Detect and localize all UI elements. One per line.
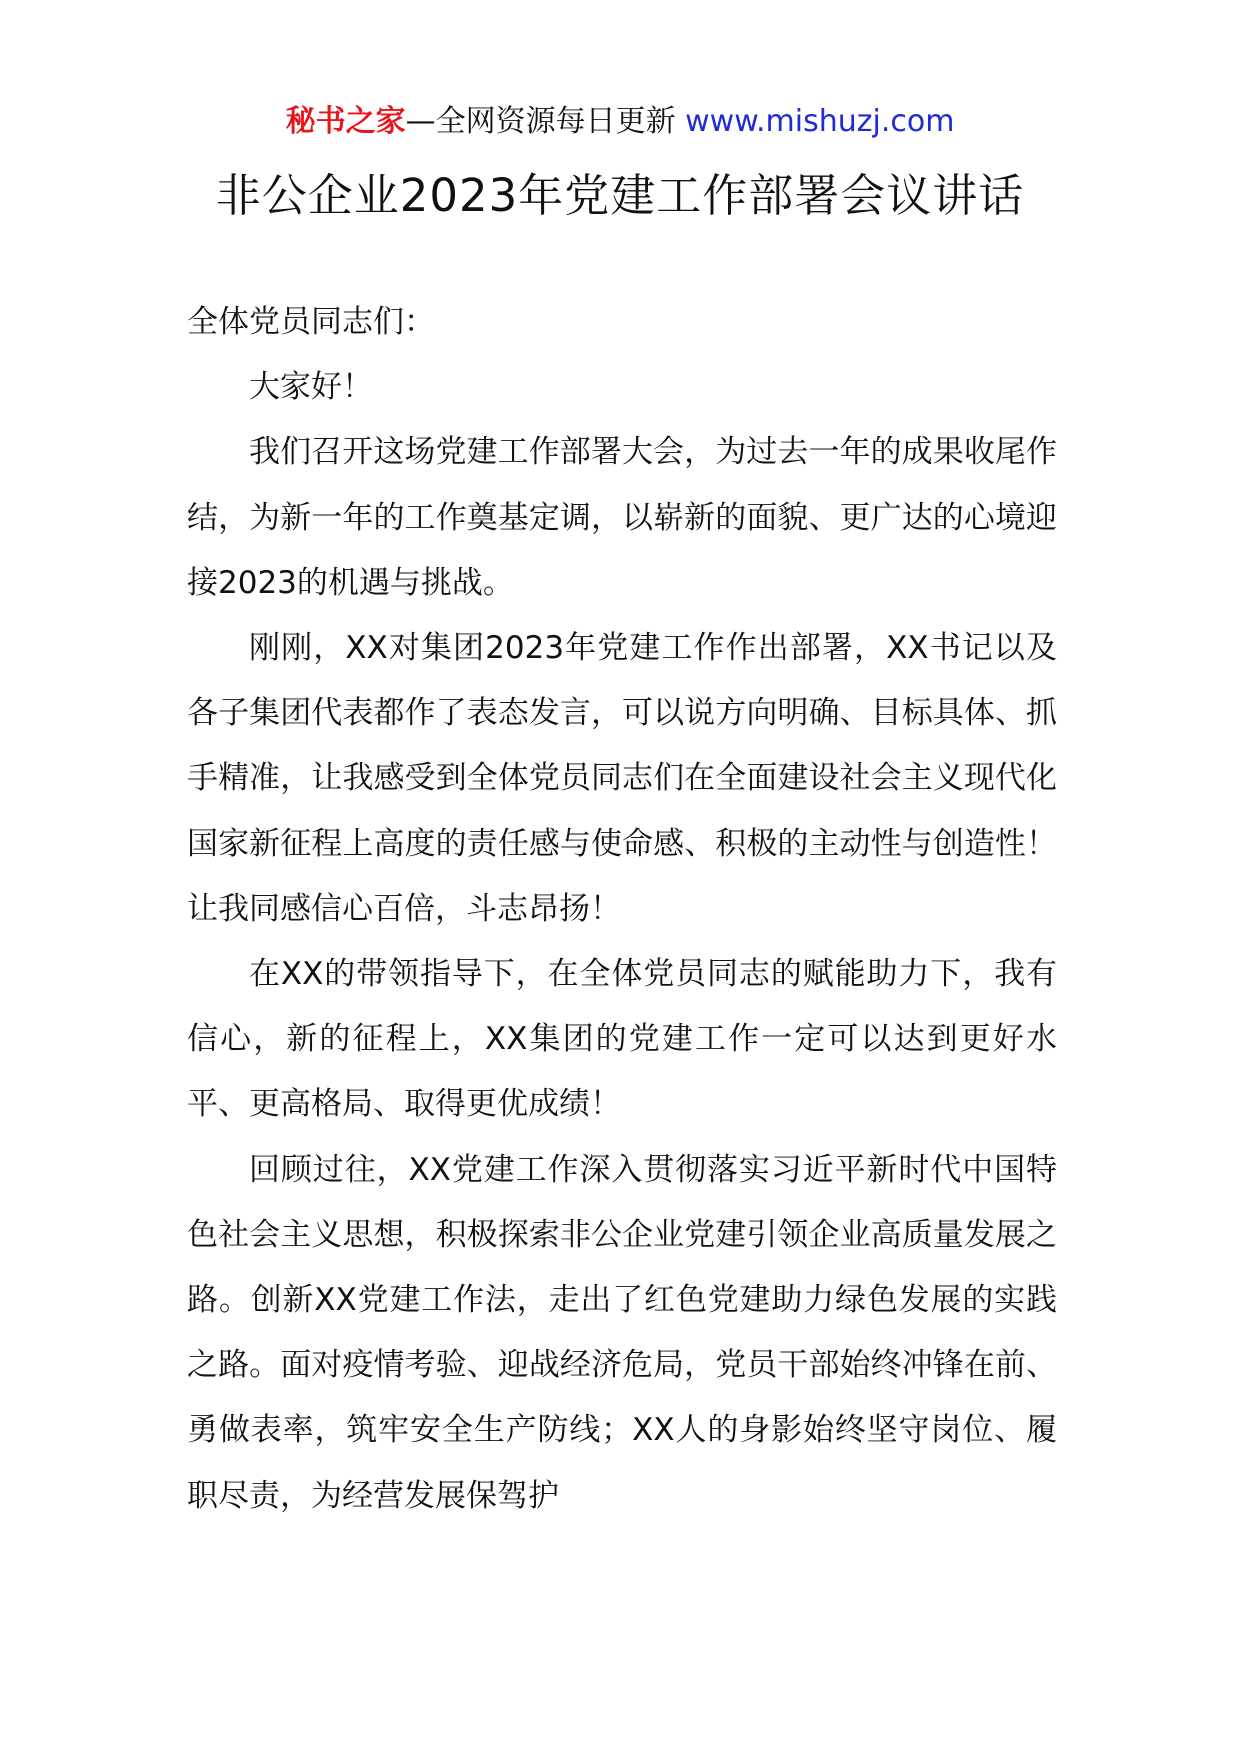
brand-name: 秘书之家 [285, 104, 406, 139]
paragraph-review: 回顾过往，XX党建工作深入贯彻落实习近平新时代中国特色社会主义思想，积极探索非公企业党建引领企业高质量发展之路。创新XX党建工作法，走出了红色党建助力绿色发展的实践之路。面对疫情考验、迎战经济危局，党员干部始终冲锋在前、勇做表率，筑牢安全生产防线；XX人的身影始终坚守岗位、履职尽责，为经营发展保驾护 [187, 1151, 1057, 1514]
header-slogan: —全网资源每日更新 [405, 104, 676, 139]
paragraph-opening: 我们召开这场党建工作部署大会，为过去一年的成果收尾作结，为新一年的工作奠基定调，以崭新的面貌、更广达的心境迎接2023的机遇与挑战。 [187, 434, 1057, 601]
site-url-link[interactable]: www.mishuzj.com [685, 104, 955, 139]
document-body [187, 290, 1057, 1529]
salutation: 全体党员同志们： [187, 304, 435, 340]
paragraph-deployment: 刚刚，XX对集团2023年党建工作作出部署，XX书记以及各子集团代表都作了表态发言，可以说方向明确、目标具体、抓手精准，让我感受到全体党员同志们在全面建设社会主义现代化国家新征程上高度的责任感与使命感、积极的主动性与创造性！让我同感信心百倍，斗志昂扬！ [187, 630, 1057, 927]
paragraph-confidence: 在XX的带领指导下，在全体党员同志的赋能助力下，我有信心，新的征程上，XX集团的党建工作一定可以达到更好水平、更高格局、取得更优成绩！ [187, 956, 1057, 1123]
paragraph-greeting: 大家好！ [249, 369, 373, 406]
document-title: 非公企业2023年党建工作部署会议讲话 [215, 169, 1025, 222]
site-header [0, 100, 1240, 144]
